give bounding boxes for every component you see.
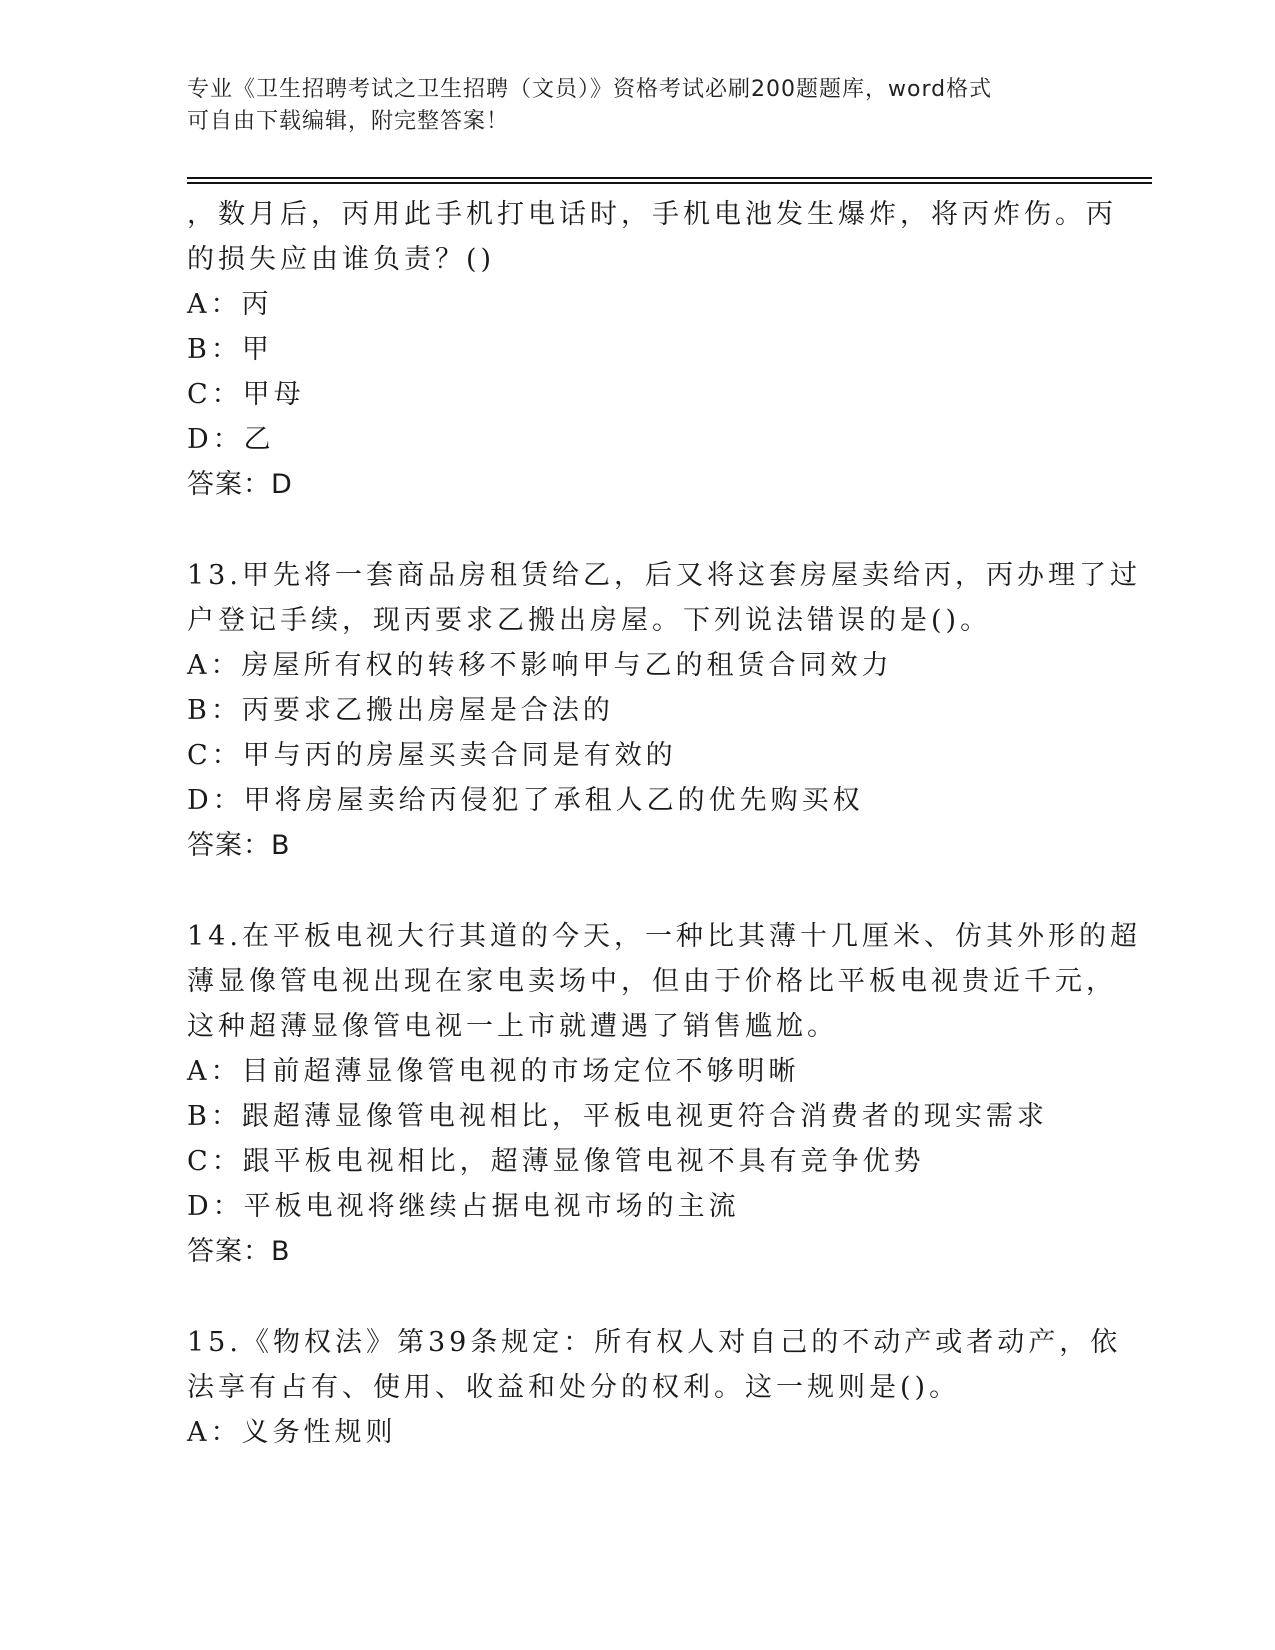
option-c: C：甲母 [187, 379, 305, 410]
option-a: A：义务性规则 [187, 1417, 397, 1448]
question-text: ，数月后，丙用此手机打电话时，手机电池发生爆炸，将丙炸伤。丙 [187, 199, 1117, 230]
option-a: A：目前超薄显像管电视的市场定位不够明晰 [187, 1056, 800, 1087]
question-14 [187, 914, 1141, 1274]
question-text: 的损失应由谁负责？() [187, 244, 496, 275]
question-12 [187, 192, 1117, 507]
question-list [187, 192, 1141, 1455]
option-c: C：甲与丙的房屋买卖合同是有效的 [187, 740, 677, 771]
question-text: 13.甲先将一套商品房租赁给乙，后又将这套房屋卖给丙，丙办理了过 [187, 560, 1141, 591]
option-c: C：跟平板电视相比，超薄显像管电视不具有竞争优势 [187, 1146, 925, 1177]
question-text: 这种超薄显像管电视一上市就遭遇了销售尴尬。 [187, 1011, 838, 1042]
question-text: 户登记手续，现丙要求乙搬出房屋。下列说法错误的是()。 [187, 605, 992, 636]
option-a: A：丙 [187, 289, 273, 320]
answer-line: 答案：B [187, 830, 291, 861]
header-divider-top [187, 177, 1152, 179]
question-text: 法享有占有、使用、收益和处分的权利。这一规则是()。 [187, 1372, 961, 1403]
spacer [187, 1274, 1087, 1320]
option-b: B：跟超薄显像管电视相比，平板电视更符合消费者的现实需求 [187, 1101, 1048, 1132]
header-line-2: 可自由下载编辑，附完整答案！ [187, 109, 510, 134]
question-text: 14.在平板电视大行其道的今天，一种比其薄十几厘米、仿其外形的超 [187, 921, 1141, 952]
question-13 [187, 553, 1141, 868]
page-header [187, 74, 1067, 138]
spacer [187, 507, 1087, 553]
option-b: B：甲 [187, 334, 273, 365]
question-text: 15.《物权法》第39条规定：所有权人对自己的不动产或者动产，依 [187, 1327, 1122, 1358]
question-text: 薄显像管电视出现在家电卖场中，但由于价格比平板电视贵近千元， [187, 966, 1117, 997]
option-d: D：乙 [187, 424, 275, 455]
answer-line: 答案：D [187, 469, 293, 500]
header-divider-bottom [187, 182, 1152, 184]
answer-line: 答案：B [187, 1236, 291, 1267]
option-d: D：平板电视将继续占据电视市场的主流 [187, 1191, 740, 1222]
option-d: D：甲将房屋卖给丙侵犯了承租人乙的优先购买权 [187, 785, 864, 816]
option-b: B：丙要求乙搬出房屋是合法的 [187, 695, 614, 726]
option-a: A：房屋所有权的转移不影响甲与乙的租赁合同效力 [187, 650, 893, 681]
spacer [187, 868, 1087, 914]
question-15 [187, 1320, 1122, 1455]
header-line-1: 专业《卫生招聘考试之卫生招聘（文员）》资格考试必刷200题题库，word格式 [187, 77, 993, 102]
